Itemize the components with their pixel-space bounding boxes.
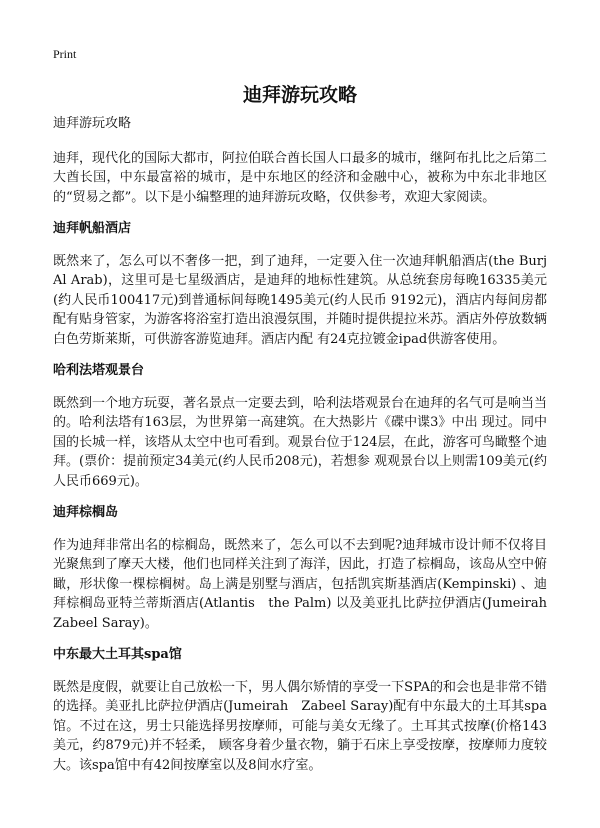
- article-subtitle: 迪拜游玩攻略: [53, 116, 132, 131]
- page-title: 迪拜游玩攻略: [242, 84, 357, 106]
- article-content: [53, 114, 561, 787]
- section-heading: 迪拜棕榈岛: [53, 505, 119, 520]
- section-paragraph: 既然到一个地方玩耍，著名景点一定要去到，哈利法塔观景台在迪拜的名气可是响当当的。哈利法塔有163层，为世界第一高建筑。在大热影片《碟中谍3》中出 现过。同中国的长城一样，该塔从太空中也可看到。观景台位于124层，在此，游客可鸟瞰整个迪拜。(票价：提前预定34美元(约人民币208元)，若想参 观观景台以上则需109美元(约人民币669元)。: [53, 395, 548, 489]
- section-paragraph: 既然是度假，就要让自己放松一下，男人偶尔矫情的享受一下SPA的和会也是非常不错的选择。美亚扎比萨拉伊酒店(Jumeirah Zabeel Saray)配有中东最大的土耳其spa馆。不过在这，男士只能选择男按摩师，可能与美女无缘了。土耳其式按摩(价格143美元，约879元)并不轻柔， 顾客身着少量衣物，躺于石床上享受按摩，按摩师力度较大。该spa馆中有42间按摩室以及8间水疗室。: [53, 679, 547, 773]
- intro-paragraph: 迪拜，现代化的国际大都市，阿拉伯联合酋长国人口最多的城市，继阿布扎比之后第二大酋长国，中东最富裕的城市，是中东地区的经济和金融中心，被称为中东北非地区的“贸易之都”。以下是小编整理的迪拜游玩攻略，仅供参考，欢迎大家阅读。: [53, 150, 548, 205]
- print-link[interactable]: Print: [53, 47, 77, 61]
- section-paragraph: 作为迪拜非常出名的棕榈岛，既然来了，怎么可以不去到呢?迪拜城市设计师不仅将目光聚焦到了摩天大楼，他们也同样关注到了海洋，因此，打造了棕榈岛，该岛从空中俯瞰，形状像一棵棕榈树。岛上满是别墅与酒店，包括凯宾斯基酒店(Kempinski) 、迪拜棕榈岛亚特兰蒂斯酒店(Atlantis the Palm) 以及美亚扎比萨拉伊酒店(Jumeirah Zabeel Saray)。: [53, 537, 561, 631]
- section-heading: 迪拜帆船酒店: [53, 221, 132, 236]
- section-heading: 中东最大土耳其spa馆: [53, 647, 182, 662]
- section-heading: 哈利法塔观景台: [53, 363, 145, 378]
- section-paragraph: 既然来了，怎么可以不奢侈一把，到了迪拜，一定要入住一次迪拜帆船酒店(the Burj Al Arab)，这里可是七星级酒店，是迪拜的地标性建筑。从总统套房每晚16335美元(约人民币100417元)到普通标间每晚1495美元(约人民币 9192元)，酒店内每间房都配有贴身管家，为游客将浴室打造出浪漫氛围，并随时提供提拉米苏。酒店外停放数辆白色劳斯莱斯，可供游客游览迪拜。酒店内配 有24克拉镀金ipad供游客使用。: [53, 253, 548, 347]
